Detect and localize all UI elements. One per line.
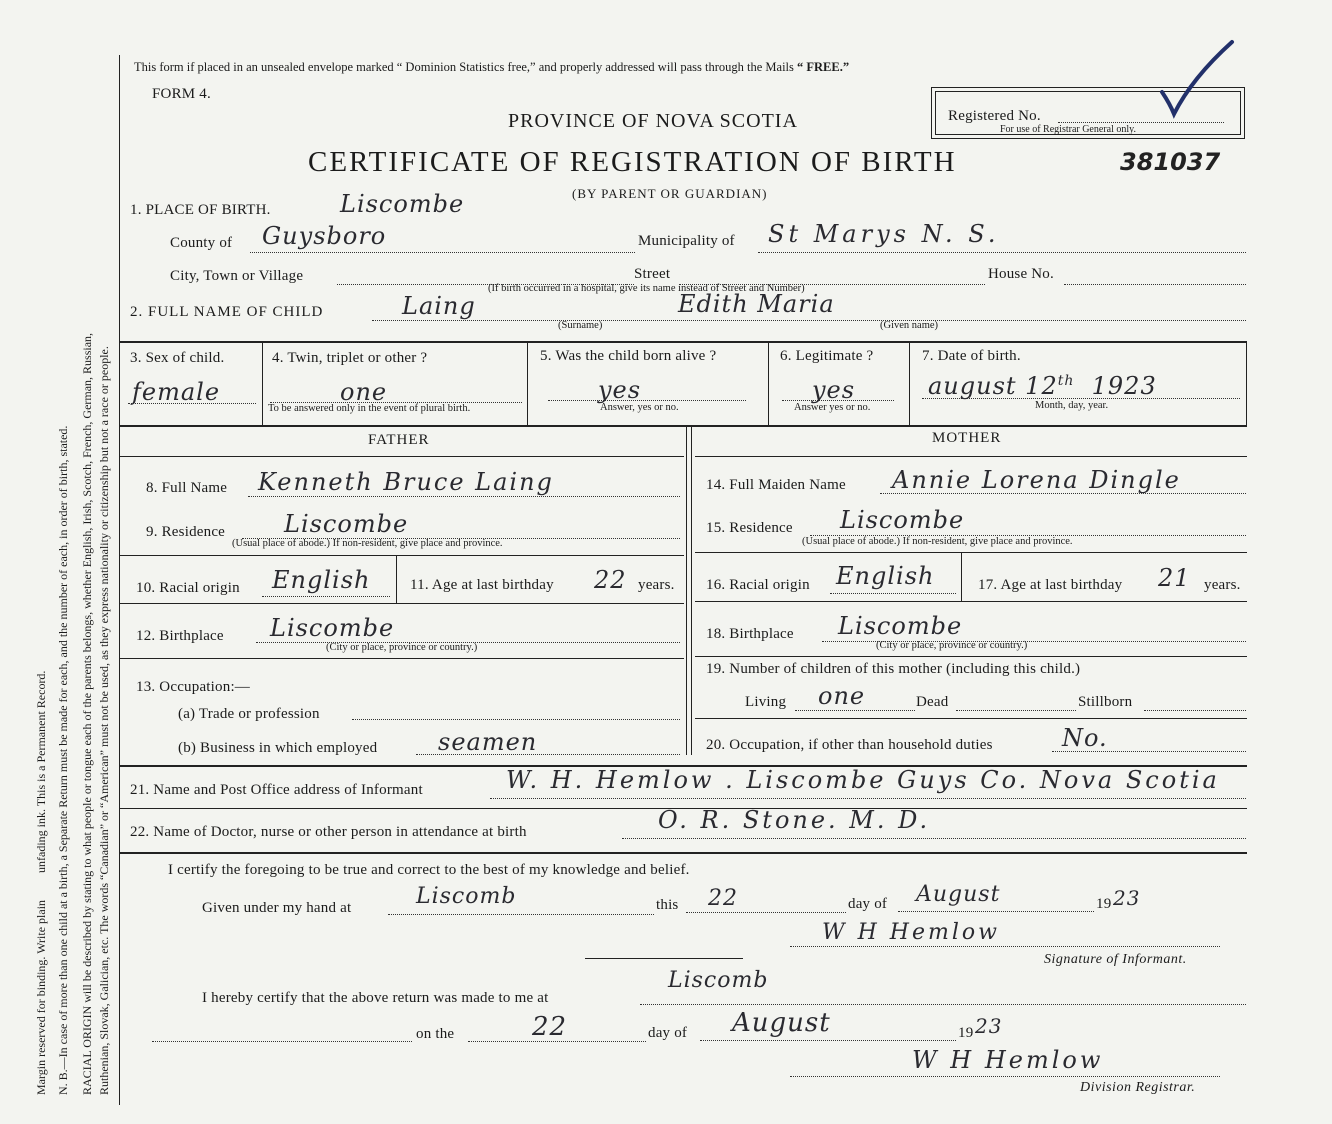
street-label: Street [634, 266, 671, 282]
mother-occupation-value: No. [1062, 724, 1108, 752]
certificate-title: CERTIFICATE OF REGISTRATION OF BIRTH [308, 146, 957, 178]
mother-birthplace-value: Liscombe [838, 612, 963, 640]
living-label: Living [745, 694, 787, 710]
registered-number-label: Registered No. [948, 108, 1041, 124]
father-birthplace-label: 12. Birthplace [136, 628, 224, 644]
twin-label: 4. Twin, triplet or other ? [272, 350, 428, 366]
house-number-label: House No. [988, 266, 1054, 282]
mother-birthplace-label: 18. Birthplace [706, 626, 794, 642]
mother-age-unit: years. [1204, 577, 1241, 593]
father-business-value: seamen [438, 728, 538, 756]
checkmark-icon [1150, 38, 1240, 120]
father-racial-origin-value: English [272, 566, 371, 594]
given-month-value: August [916, 882, 1001, 907]
informant-certification-statement: I certify the foregoing to be true and correct to the best of my knowledge and belief. [168, 862, 690, 878]
father-racial-origin-label: 10. Racial origin [136, 580, 240, 596]
father-occupation-label: 13. Occupation:— [136, 679, 251, 695]
doctor-label: 22. Name of Doctor, nurse or other person in attendance at birth [130, 824, 527, 840]
sex-label: 3. Sex of child. [130, 350, 225, 366]
mother-age-label: 17. Age at last birthday [978, 577, 1123, 593]
date-of-birth-value: august 12th 1923 [928, 372, 1157, 400]
informant-signature: W H Hemlow [822, 920, 1000, 945]
informant-label: 21. Name and Post Office address of Informant [130, 782, 423, 798]
margin-note-binding: Margin reserved for binding. Write plain unfading ink. This is a Permanent Record. [34, 670, 48, 1095]
registrar-signature: W H Hemlow [912, 1046, 1104, 1074]
given-day-value: 22 [708, 886, 738, 911]
doctor-value: O. R. Stone. M. D. [658, 806, 931, 834]
registrar-year-prefix: 19 [958, 1025, 974, 1041]
registrar-note: For use of Registrar General only. [1000, 124, 1136, 135]
mother-name-label: 14. Full Maiden Name [706, 477, 846, 493]
margin-note-nationality: Ruthenian, Slovak, Galician, etc. The words “Canadian” or “American” must not be used, as they express nationality or citizenship but not a race or people. [97, 346, 111, 1095]
form-left-border [119, 55, 120, 1105]
child-surname-value: Laing [402, 292, 476, 320]
father-residence-label: 9. Residence [146, 524, 226, 540]
mother-name-value: Annie Lorena Dingle [892, 466, 1181, 494]
given-year-prefix: 19 [1096, 896, 1112, 912]
born-alive-value: yes [598, 376, 642, 404]
hospital-note: (If birth occurred in a hospital, give its name instead of Street and Number) [488, 283, 805, 294]
registrar-month-value: August [732, 1008, 831, 1038]
certificate-subtitle: (BY PARENT OR GUARDIAN) [572, 186, 768, 201]
sex-value: female [132, 378, 221, 406]
mother-residence-note: (Usual place of abode.) If non-resident, give place and province. [802, 536, 1073, 547]
this-label: this [656, 897, 679, 913]
county-value: Guysboro [262, 222, 387, 250]
legitimate-label: 6. Legitimate ? [780, 348, 874, 364]
day-of-label: day of [848, 896, 888, 912]
father-business-label: (b) Business in which employed [178, 740, 378, 756]
twin-value: one [340, 378, 388, 406]
given-under-hand-label: Given under my hand at [202, 900, 352, 916]
mother-children-label: 19. Number of children of this mother (including this child.) [706, 661, 1081, 677]
born-alive-note: Answer, yes or no. [600, 402, 679, 413]
rule [119, 425, 1247, 427]
date-of-birth-note: Month, day, year. [1035, 400, 1109, 411]
father-birthplace-note: (City or place, province or country.) [326, 642, 478, 653]
registrar-day-value: 22 [532, 1012, 568, 1042]
mother-racial-origin-label: 16. Racial origin [706, 577, 810, 593]
father-age-label: 11. Age at last birthday [410, 577, 554, 593]
county-label: County of [170, 235, 233, 251]
mother-occupation-label: 20. Occupation, if other than household duties [706, 737, 993, 753]
informant-value: W. H. Hemlow . Liscombe Guys Co. Nova Scotia [506, 766, 1220, 794]
place-of-birth-label: 1. PLACE OF BIRTH. [130, 202, 271, 218]
given-place-value: Liscomb [416, 884, 517, 909]
twin-note: To be answered only in the event of plural birth. [268, 403, 471, 414]
rule [119, 341, 1247, 343]
father-age-value: 22 [594, 566, 627, 594]
registrar-statement: I hereby certify that the above return was made to me at [202, 990, 549, 1006]
dead-label: Dead [916, 694, 949, 710]
mother-heading: MOTHER [932, 430, 1002, 446]
municipality-label: Municipality of [638, 233, 735, 249]
informant-signature-caption: Signature of Informant. [1044, 952, 1187, 967]
margin-note-multiple-births: N. B.—In case of more than one child at a birth, a Separate Return must be made for each, and the number of each, in order of birth, stated. [56, 425, 70, 1095]
mother-residence-value: Liscombe [840, 506, 965, 534]
child-name-label: 2. FULL NAME OF CHILD [130, 304, 324, 320]
legitimate-value: yes [812, 376, 856, 404]
place-of-birth-value: Liscombe [340, 190, 465, 218]
surname-caption: (Surname) [558, 320, 603, 331]
mother-age-value: 21 [1158, 564, 1191, 592]
certificate-number: 381037 [1120, 148, 1221, 176]
given-name-caption: (Given name) [880, 320, 939, 331]
date-of-birth-label: 7. Date of birth. [922, 348, 1021, 364]
municipality-value: St Marys N. S. [768, 220, 1000, 248]
city-label: City, Town or Village [170, 268, 304, 284]
born-alive-label: 5. Was the child born alive ? [540, 348, 717, 364]
mother-racial-origin-value: English [836, 562, 935, 590]
margin-note-racial-origin: RACIAL ORIGIN will be described by stating to what people or tongue each of the parents belongs, whether English, Irish, Scotch, French, German, Russian, [80, 332, 94, 1095]
registrar-year-value: 23 [975, 1014, 1003, 1038]
mail-notice: This form if placed in an unsealed envelope marked “ Dominion Statistics free,” and properly addressed will pass through the Mails “ FREE.” [134, 60, 850, 74]
province-title: PROVINCE OF NOVA SCOTIA [508, 110, 798, 132]
father-trade-label: (a) Trade or profession [178, 706, 320, 722]
father-residence-note: (Usual place of abode.) If non-resident, give place and province. [232, 538, 503, 549]
father-name-label: 8. Full Name [146, 480, 228, 496]
on-the-label: on the [416, 1026, 455, 1042]
father-residence-value: Liscombe [284, 510, 409, 538]
form-number: FORM 4. [152, 86, 211, 102]
registrar-place-value: Liscomb [668, 968, 769, 993]
legitimate-note: Answer yes or no. [794, 402, 871, 413]
father-birthplace-value: Liscombe [270, 614, 395, 642]
living-value: one [818, 682, 866, 710]
father-name-value: Kenneth Bruce Laing [258, 468, 554, 496]
father-heading: FATHER [368, 432, 430, 448]
child-given-name-value: Edith Maria [678, 290, 835, 318]
mother-residence-label: 15. Residence [706, 520, 793, 536]
mother-birthplace-note: (City or place, province or country.) [876, 640, 1028, 651]
stillborn-label: Stillborn [1078, 694, 1133, 710]
given-year-value: 23 [1113, 886, 1141, 910]
rule [119, 852, 1247, 854]
father-age-unit: years. [638, 577, 675, 593]
registrar-signature-caption: Division Registrar. [1080, 1080, 1196, 1095]
registrar-day-of-label: day of [648, 1025, 688, 1041]
